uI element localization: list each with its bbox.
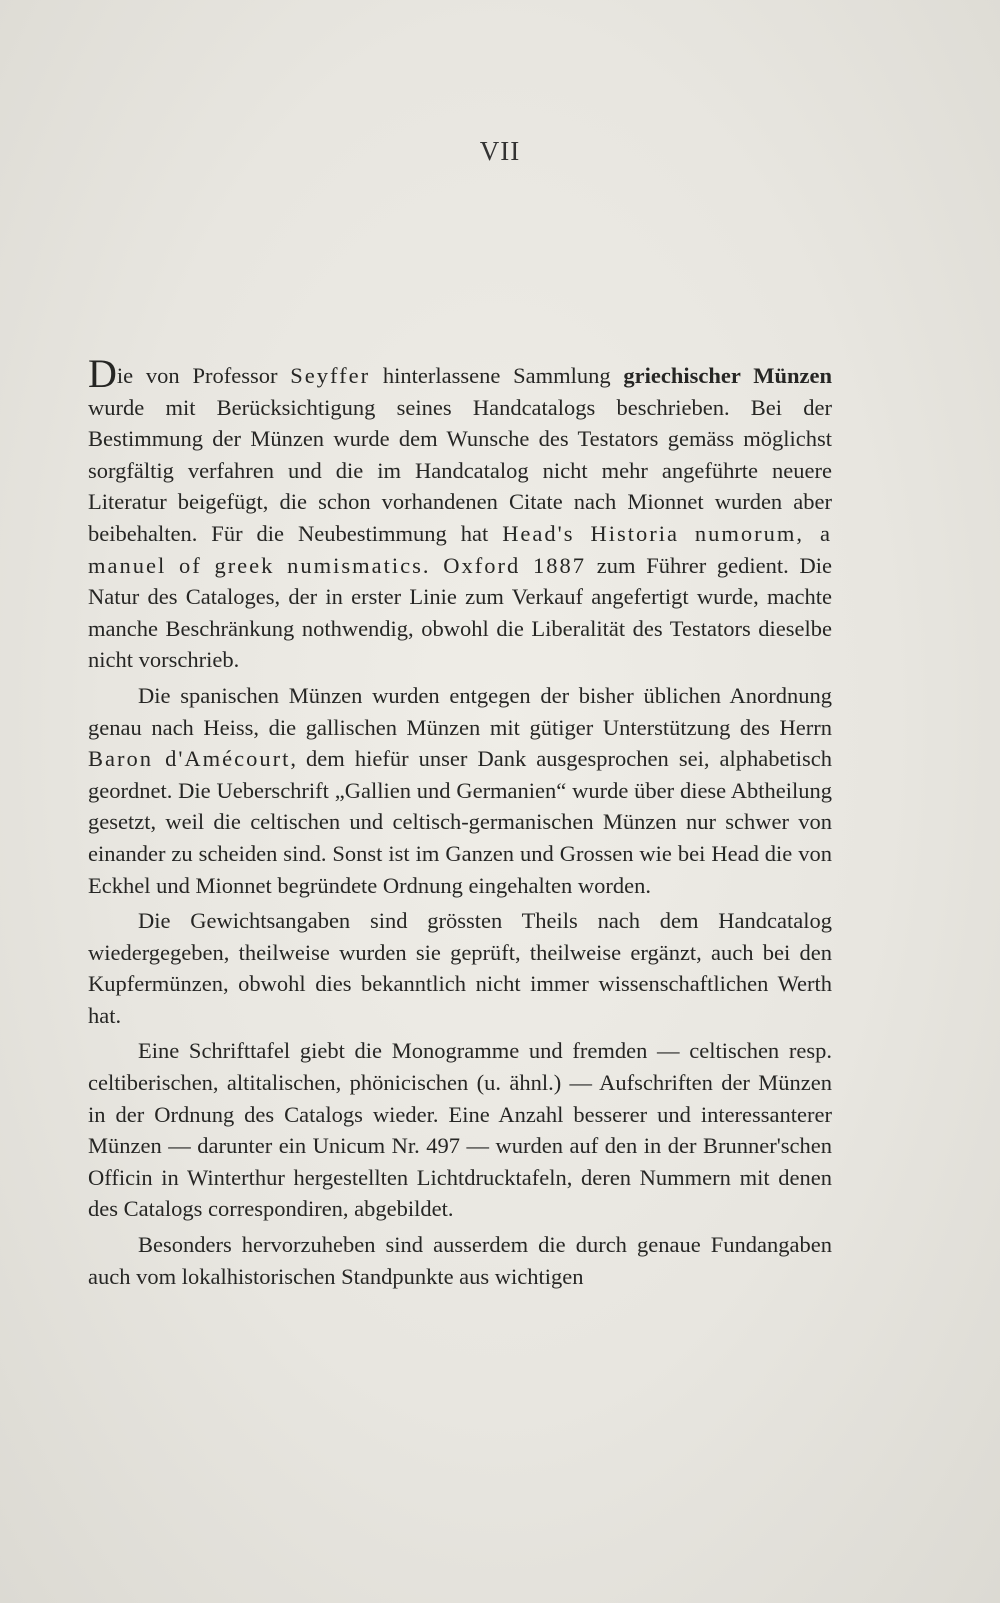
baron-name: Baron d'Amécourt [88,746,291,772]
page-number: VII [479,136,521,166]
drop-cap: D [88,351,117,396]
paragraph-5: Besonders hervorzuheben sind ausserdem die durch genaue Fundangaben auch vom lokalhistorischen Standpunkte aus wichtigen [88,1232,832,1289]
bold-phrase: griechischer Münzen [623,363,832,388]
paragraph-1 [88,351,832,676]
paragraph-1-text-d: zum Führer gedient. Die Natur des Cataloges, der in erster Linie zum Verkauf angefertigt wurde, machte manche Beschränkung nothwendig, obwohl die Liberalität des Testators dieselbe nicht vorschrieb. [88,552,832,673]
paragraph-2-text-a: Die spanischen Münzen wurden entgegen der bisher üblichen Anordnung genau nach Heiss, die gallischen Münzen mit gütiger Unterstützung des Herrn [88,682,832,740]
reference-title: Head's Historia numorum, a manuel of greek numismatics. Oxford 1887 [88,520,832,578]
paragraph-1-text-a: ie von Professor [116,363,291,388]
paragraph-2-text-b: , dem hiefür unser Dank ausgesprochen sei, alphabetisch geordnet. Die Ueberschrift „Gallien und Germanien“ wurde über diese Abtheilung gesetzt, weil die celtischen und celtisch-germanischen Münzen nur schwer von einander zu scheiden sind. Sonst ist im Ganzen und Grossen wie bei Head die von Eckhel und Mionnet begründete Ordnung eingehalten worden. [88,746,832,898]
paragraph-1-text-b: hinterlassene Sammlung [370,363,624,388]
paragraph-2 [88,680,832,901]
paragraph-3: Die Gewichtsangaben sind grössten Theils nach dem Handcatalog wiedergegeben, theilweise wurden sie geprüft, theilweise ergänzt, auch bei den Kupfermünzen, obwohl dies bekanntlich nicht immer wissenschaftlichen Werth hat. [88,908,832,1028]
paragraph-1-text-c: wurde mit Berücksichtigung seines Handcatalogs beschrieben. Bei der Bestimmung der Münzen wurde dem Wunsche des Testators gemäss möglichst sorgfältig verfahren und die im Handcatalog nicht mehr angeführte neuere Literatur beigefügt, die schon vorhandenen Citate nach Mionnet wurden aber beibehalten. Für die Neubestimmung hat [88,394,832,546]
author-name: Seyffer [290,363,371,388]
paragraph-4: Eine Schrifttafel giebt die Monogramme und fremden — celtischen resp. celtiberischen, altitalischen, phönicischen (u. ähnl.) — Aufschriften der Münzen in der Ordnung des Catalogs wieder. Eine Anzahl besserer und interessanterer Münzen — darunter ein Unicum Nr. 497 — wurden auf den in der Brunner'schen Officin in Winterthur hergestellten Lichtdrucktafeln, deren Nummern mit denen des Catalogs correspondiren, abgebildet. [88,1038,832,1222]
body-text [88,351,832,1296]
